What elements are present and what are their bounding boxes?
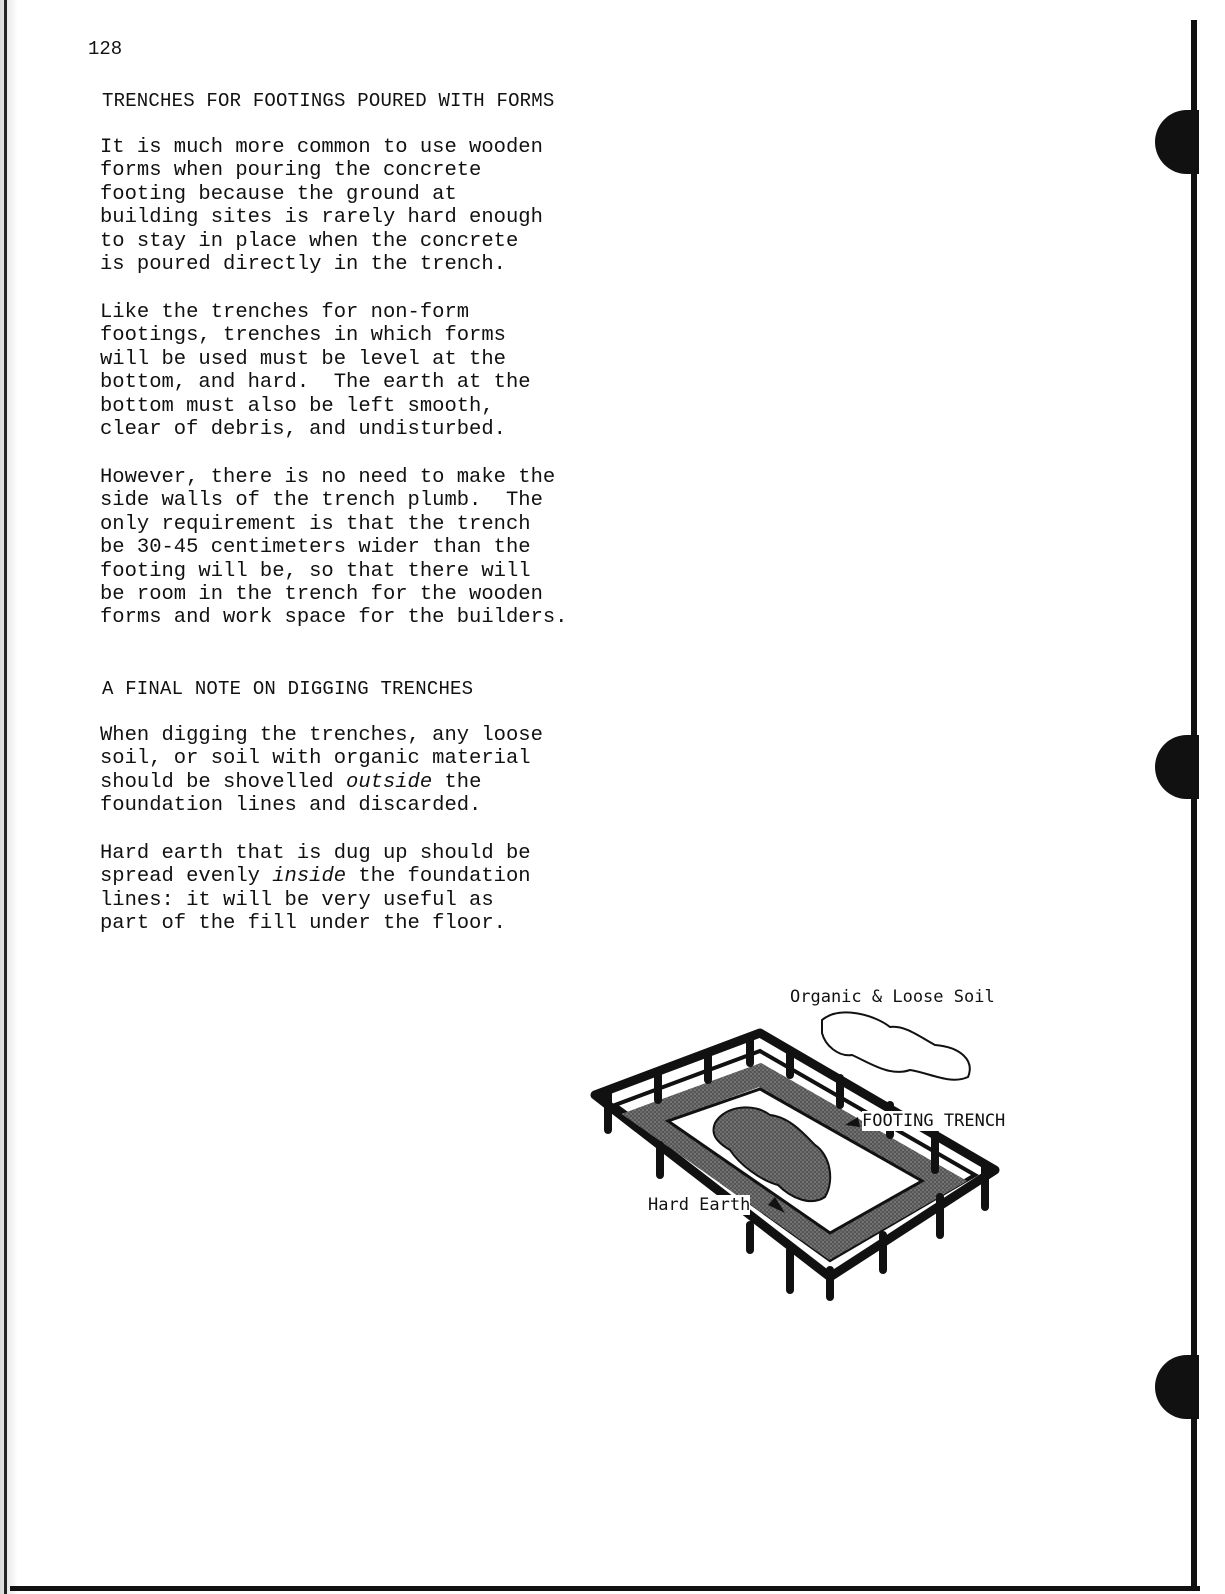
text-line: be room in the trench for the wooden [100,583,543,607]
paragraph-side-walls [100,466,567,630]
footing-trench-illustration [590,985,1040,1305]
text-line: forms when pouring the concrete [100,159,482,183]
emphasis-outside: outside [346,770,433,794]
text-line: footing because the ground at [100,182,457,206]
text-line: to stay in place when the concrete [100,229,519,253]
bottom-page-border [10,1586,1200,1591]
label-hard-earth: Hard Earth [648,1195,751,1215]
paragraph-wooden-forms [100,136,543,276]
text-line: building sites is rarely hard enough [100,206,543,230]
loose-soil-pile-icon [822,1012,970,1079]
trench-drawing [590,985,1040,1305]
text-run: spread evenly [100,865,273,889]
text-run: should be shovelled [100,770,347,794]
text-line [100,865,531,888]
text-line: clear of debris, and undisturbed. [100,418,506,442]
text-line: foundation lines and discarded. [100,794,482,818]
binder-punch-hole [1155,1355,1199,1419]
paragraph-hard-earth [100,842,531,936]
text-line: forms and work space for the builders. [100,606,568,630]
text-line: is poured directly in the trench. [100,253,506,277]
text-line: will be used must be level at the [100,347,506,371]
text-line: When digging the trenches, any loose [100,724,543,747]
paragraph-loose-soil [100,724,543,818]
text-line: be 30-45 centimeters wider than the [100,536,531,560]
section-heading-forms: TRENCHES FOR FOOTINGS POURED WITH FORMS [102,90,555,112]
text-line: footing will be, so that there will [100,559,531,583]
page-number: 128 [88,38,123,60]
text-line: part of the fill under the floor. [100,912,506,936]
text-line: lines: it will be very useful as [100,888,494,912]
text-line: bottom must also be left smooth, [100,394,494,418]
binder-punch-hole [1155,110,1199,174]
text-line: Hard earth that is dug up should be [100,842,531,865]
left-page-border [4,0,7,1594]
text-line: bottom, and hard. The earth at the [100,371,531,395]
text-run: the [432,770,482,794]
emphasis-inside: inside [272,865,347,889]
label-organic-loose-soil: Organic & Loose Soil [790,987,995,1007]
scan-edge-shadow [0,0,18,1594]
text-line: only requirement is that the trench [100,512,531,536]
text-line: It is much more common to use wooden [100,136,543,159]
section-heading-final-note: A FINAL NOTE ON DIGGING TRENCHES [102,678,474,700]
paragraph-level-trench [100,301,531,441]
binder-punch-hole [1155,735,1199,799]
text-line: side walls of the trench plumb. The [100,489,543,513]
text-run: the foundation [346,865,531,889]
label-footing-trench: FOOTING TRENCH [862,1111,1006,1131]
text-line: soil, or soil with organic material [100,747,531,771]
text-line: Like the trenches for non-form [100,301,470,324]
text-line: footings, trenches in which forms [100,324,506,348]
text-line [100,771,543,794]
text-line: However, there is no need to make the [100,466,556,489]
